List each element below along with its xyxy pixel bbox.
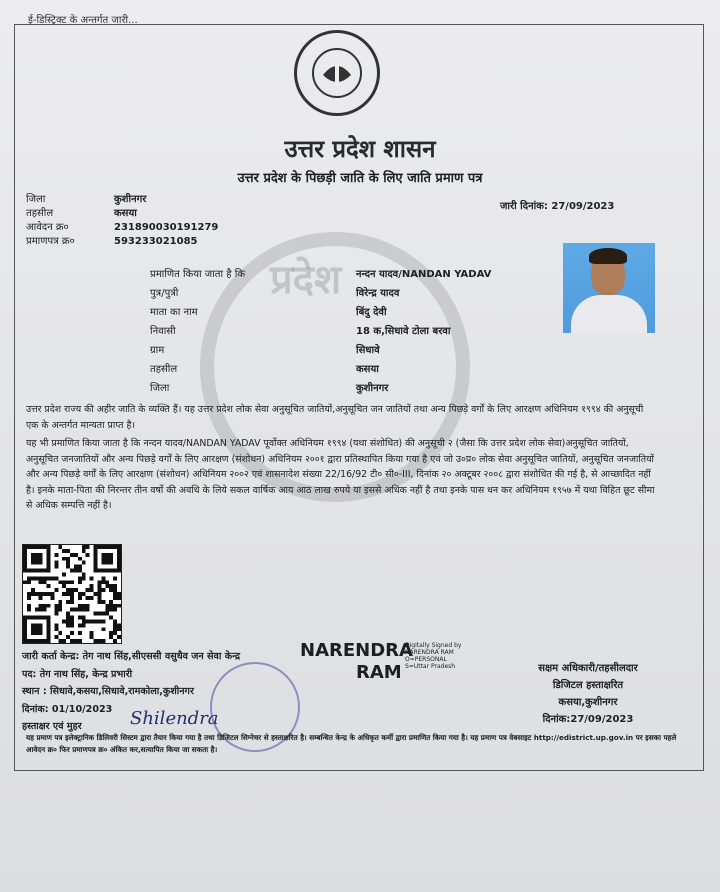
issuer-place: स्थान : सिधावे,कसया,सिधावे,रामकोला,कुशीनगर — [22, 686, 194, 697]
applicant-photo — [563, 243, 655, 333]
certification-paragraph: यह भी प्रमाणित किया जाता है कि नन्दन यादव/NANDAN YADAV पूर्वोक्त अधिनियम १९९४ (यथा संशोधित) की अनुसूची २ (जैसा कि उत्तर प्रदेश लोक सेवा)अनुसूचित जातियों, अनुसूचित जनजातियों और अन्य पिछड़े वर्गों के लिए आरक्षण (संशोधन) अधिनियम २००१ द्वारा प्रतिस्थापित किया गया है एवं जो उ०प्र० लोक सेवा अनुसूचित जातियों, अनुसूचित जनजातियों और अन्य पिछड़े वर्गों के लिए आरक्षण (संशोधन) अधिनियम २००२ एवं शासनादेश संख्या 22/16/92 टी० सी०-III, दिनांक २० अक्टूबर २००८ द्वारा संशोधित की गई है, से आच्छादित नहीं है। इनके माता-पिता की निरन्तर तीन वर्षो की अवधि के लिये सकल वार्षिक आय आठ लाख रुपये या इससे अधिक नहीं है तथा इनके पास धन कर अधिनियम १९५७ में यथा विहित छूट सीमा से अधिक सम्पत्ति नहीं है। — [26, 438, 655, 512]
qr-code-icon — [22, 544, 122, 644]
meta-block — [26, 193, 218, 249]
certified-value: नन्दन यादव/NANDAN YADAV — [356, 269, 492, 280]
application-value: 231890030191279 — [114, 222, 219, 233]
digital-signed-label: डिजिटल हस्ताक्षरित — [552, 680, 624, 691]
page-title: उत्तर प्रदेश शासन — [284, 135, 436, 163]
application-label: आवेदन क्र० — [26, 222, 69, 233]
detail-tehsil-label: तहसील — [150, 364, 178, 375]
detail-tehsil-value: कसया — [356, 364, 379, 375]
authority-place: कसया,कुशीनगर — [558, 697, 618, 708]
certificate-value: 593233021085 — [114, 236, 198, 247]
district-label: जिला — [26, 194, 46, 205]
mother-value: बिंदु देवी — [356, 307, 387, 318]
authority-date: दिनांक:27/09/2023 — [542, 714, 634, 725]
sign-seal-label: हस्ताक्षर एवं मुहर — [22, 721, 82, 732]
digital-signature-details: Digitally Signed by NARENDRA RAM O=PERSONAL S=Uttar Pradesh — [405, 642, 462, 670]
resident-value: 18 क,सिधावे टोला बरवा — [356, 326, 451, 337]
detail-district-label: जिला — [150, 383, 170, 394]
district-value: कुशीनगर — [114, 194, 147, 205]
handwritten-signature: Shilendra — [130, 708, 219, 729]
digital-signature-name: NARENDRA RAM — [300, 640, 413, 683]
page-subtitle: उत्तर प्रदेश के पिछड़ी जाति के लिए जाति प्रमाण पत्र — [237, 171, 483, 186]
mother-label: माता का नाम — [150, 307, 198, 318]
village-label: ग्राम — [150, 345, 165, 356]
parent-value: विरेन्द्र यादव — [356, 288, 400, 299]
issuer-center: जारी कर्ता केन्द्र: तेग नाथ सिंह,सीएससी वसुधैव जन सेवा केन्द्र — [22, 651, 241, 662]
authority-block — [488, 660, 688, 728]
watermark-text: प्रदेश — [270, 257, 342, 303]
parent-label: पुत्र/पुत्री — [150, 288, 179, 299]
certified-label: प्रमाणित किया जाता है कि — [150, 269, 246, 280]
header-note: ई-डिस्ट्रिक्ट के अन्तर्गत जारी... — [28, 15, 138, 26]
details-block — [150, 265, 491, 398]
tehsil-value: कसया — [114, 208, 137, 219]
up-emblem-logo — [294, 30, 380, 116]
detail-district-value: कुशीनगर — [356, 383, 389, 394]
issue-date: जारी दिनांक: 27/09/2023 — [500, 201, 615, 212]
issuer-post: पद: तेग नाथ सिंह, केन्द्र प्रभारी — [22, 668, 133, 680]
emblem-icon — [309, 45, 365, 101]
caste-paragraph: उत्तर प्रदेश राज्य की अहीर जाति के व्यक्ति हैं। यह उत्तर प्रदेश लोक सेवा अनुसूचित जातियों,अनुसूचित जन जातियों तथा अन्य पिछड़े वर्गों के लिए आरक्षण अधिनियम १९९४ की अनुसूची एक के अन्तर्गत मान्यता प्राप्त है। — [26, 404, 644, 431]
issuer-date: दिनांक: 01/10/2023 — [22, 703, 113, 715]
verification-note: यह प्रमाण पत्र इलेक्ट्रानिक डिलिवरी सिस्टम द्वारा तैयार किया गया है तथा डिजिटल सिग्नेचर से हस्ताक्षरित है। सम्बन्धित केन्द्र के अधिकृत कर्मी द्वारा प्रमाणित किया गया है। यह प्रमाण पत्र वेबसाइट http://edistrict.up.gov.in पर इसका पहले आवेदन क्र० फिर प्रमाणपत्र क्र० अंकित कर,सत्यापित किया जा सकता है। — [26, 733, 677, 754]
resident-label: निवासी — [150, 326, 176, 337]
authority-title: सक्षम अधिकारी/तहसीलदार — [538, 663, 638, 674]
tehsil-label: तहसील — [26, 208, 54, 219]
certificate-label: प्रमाणपत्र क्र० — [26, 236, 75, 247]
village-value: सिधावे — [356, 345, 380, 356]
